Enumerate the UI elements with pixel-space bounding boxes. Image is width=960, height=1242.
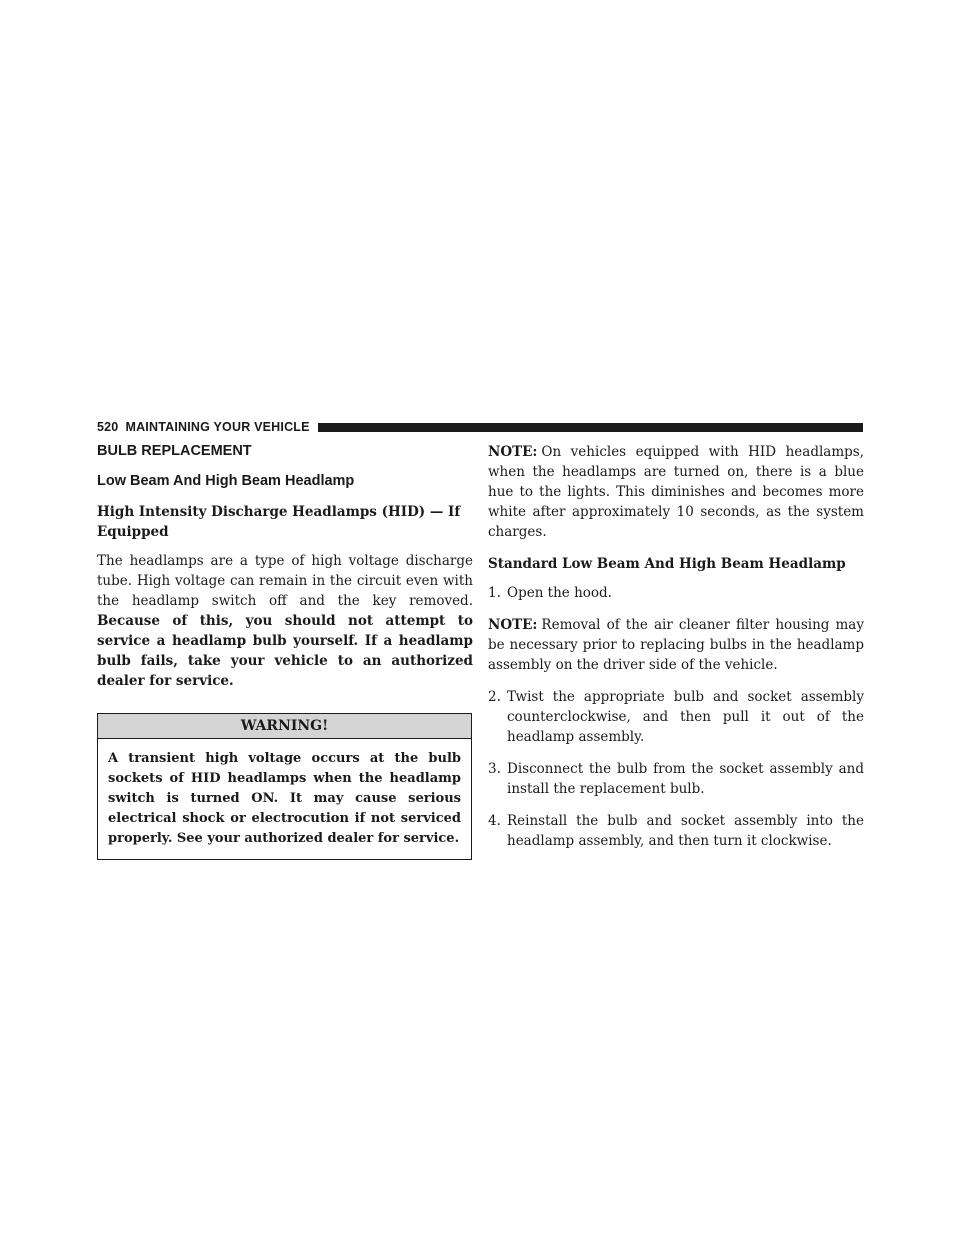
note-text: Removal of the air cleaner filter housing may be necessary prior to replacing bulbs in the headlamp assembly on the driver side of the vehicle. <box>488 617 864 673</box>
hid-paragraph-bold: Because of this, you should not attempt to service a headlamp bulb yourself. If a headlamp bulb fails, take your vehicle to an authorized dealer for service. <box>97 613 473 689</box>
header-rule <box>318 423 863 432</box>
note-label: NOTE: <box>488 444 538 460</box>
step-4 <box>488 811 864 851</box>
step-3 <box>488 759 864 799</box>
heading-low-high-beam: Low Beam And High Beam Headlamp <box>97 473 355 489</box>
step-number: 2. <box>488 689 501 705</box>
step-text: Twist the appropriate bulb and socket assembly counterclockwise, and then pull it out of the headlamp assembly. <box>507 689 864 745</box>
heading-standard-headlamp: Standard Low Beam And High Beam Headlamp <box>488 556 846 572</box>
left-column <box>97 442 473 860</box>
heading-hid: High Intensity Discharge Headlamps (HID) — If Equipped <box>97 504 461 540</box>
note-text: On vehicles equipped with HID headlamps, when the headlamps are turned on, there is a blue hue to the lights. This diminishes and becomes more white after approximately 10 seconds, as the system charges. <box>488 444 864 540</box>
heading-bulb-replacement: BULB REPLACEMENT <box>97 443 252 459</box>
step-number: 1. <box>488 585 501 601</box>
step-text: Open the hood. <box>507 585 612 601</box>
note-label: NOTE: <box>488 617 538 633</box>
step-number: 4. <box>488 813 501 829</box>
warning-title: WARNING! <box>98 714 471 739</box>
note-air-cleaner <box>488 615 864 675</box>
note-hid-blue-hue <box>488 442 864 542</box>
section-title: MAINTAINING YOUR VEHICLE <box>125 420 310 434</box>
hid-paragraph <box>97 551 473 691</box>
step-2 <box>488 687 864 747</box>
step-number: 3. <box>488 761 501 777</box>
right-column <box>488 442 864 863</box>
page-number: 520 <box>97 420 119 434</box>
warning-body: A transient high voltage occurs at the bulb sockets of HID headlamps when the headlamp switch is turned ON. It may cause serious electrical shock or electrocution if not serviced properly. See your authorized dealer for service. <box>108 751 461 846</box>
hid-paragraph-text: The headlamps are a type of high voltage discharge tube. High voltage can remain in the circuit even with the headlamp switch off and the key removed. <box>97 553 473 609</box>
page-header <box>97 420 863 434</box>
step-text: Disconnect the bulb from the socket assembly and install the replacement bulb. <box>507 761 864 797</box>
warning-box <box>97 713 472 860</box>
step-text: Reinstall the bulb and socket assembly into the headlamp assembly, and then turn it clockwise. <box>507 813 864 849</box>
step-1 <box>488 583 864 603</box>
